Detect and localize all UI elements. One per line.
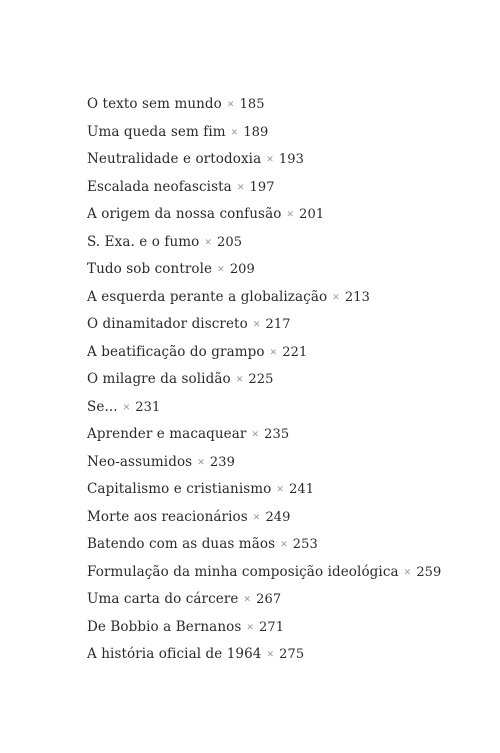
toc-entry <box>87 421 441 449</box>
entry-title: Tudo sob controle <box>87 261 213 277</box>
entry-title: Capitalismo e cristianismo <box>87 481 272 497</box>
entry-title: Formulação da minha composição ideológica <box>87 563 399 580</box>
entry-title: A história oficial de 1964 <box>87 646 262 662</box>
multiplication-x-icon: ✕ <box>204 237 213 248</box>
toc-entry <box>87 504 441 532</box>
page-number: 231 <box>135 399 161 415</box>
toc-entry <box>87 449 441 477</box>
page-number: 193 <box>278 152 305 167</box>
page-number: 235 <box>264 427 290 442</box>
toc-entry <box>87 229 441 257</box>
toc-entry <box>87 476 441 504</box>
page-number: 267 <box>256 592 282 607</box>
multiplication-x-icon: ✕ <box>122 402 131 413</box>
page-number: 185 <box>239 97 265 112</box>
multiplication-x-icon: ✕ <box>243 595 252 605</box>
toc-entry <box>87 256 441 284</box>
toc-entry <box>87 366 441 394</box>
page-number: 217 <box>265 317 291 332</box>
entry-title: A origem da nossa confusão <box>87 206 282 222</box>
multiplication-x-icon: ✕ <box>251 430 260 440</box>
table-of-contents <box>87 91 441 669</box>
multiplication-x-icon: ✕ <box>235 375 244 385</box>
entry-title: Uma carta do cárcere <box>87 591 239 607</box>
entry-title: O texto sem mundo <box>87 96 222 112</box>
page-number: 249 <box>265 509 291 525</box>
page-number: 197 <box>249 179 275 195</box>
toc-entry <box>87 91 441 119</box>
entry-title: Neutralidade e ortodoxia <box>87 151 262 167</box>
page-number: 239 <box>209 454 235 470</box>
entry-title: Aprender e macaquear <box>87 426 247 442</box>
multiplication-x-icon: ✕ <box>280 540 288 550</box>
page-number: 271 <box>259 619 285 635</box>
multiplication-x-icon: ✕ <box>197 457 205 468</box>
entry-title: Morte aos reacionários <box>87 508 248 525</box>
toc-entry <box>87 586 441 614</box>
toc-entry <box>87 146 441 174</box>
multiplication-x-icon: ✕ <box>252 320 261 330</box>
entry-title: A beatificação do grampo <box>87 343 265 360</box>
entry-title: O milagre da solidão <box>87 371 231 387</box>
toc-entry <box>87 119 441 147</box>
page-number: 209 <box>229 262 255 277</box>
multiplication-x-icon: ✕ <box>269 347 278 358</box>
multiplication-x-icon: ✕ <box>217 265 225 275</box>
toc-entry <box>87 311 441 339</box>
page-number: 205 <box>217 234 243 250</box>
page-number: 213 <box>344 289 370 305</box>
page-number: 225 <box>248 372 274 387</box>
multiplication-x-icon: ✕ <box>286 210 295 220</box>
multiplication-x-icon: ✕ <box>226 100 235 110</box>
entry-title: Neo-assumidos <box>87 453 193 470</box>
entry-title: Batendo com as duas mãos <box>87 536 276 552</box>
page-number: 201 <box>299 207 325 222</box>
toc-entry <box>87 531 441 559</box>
page-number: 253 <box>292 537 318 552</box>
multiplication-x-icon: ✕ <box>266 650 275 660</box>
entry-title: Uma queda sem fim <box>87 123 226 140</box>
page-number: 241 <box>289 482 315 497</box>
toc-entry <box>87 284 441 312</box>
toc-entry <box>87 559 441 587</box>
multiplication-x-icon: ✕ <box>236 182 245 193</box>
multiplication-x-icon: ✕ <box>403 567 412 578</box>
toc-entry <box>87 641 441 669</box>
toc-entry <box>87 614 441 642</box>
multiplication-x-icon: ✕ <box>252 512 261 523</box>
toc-entry <box>87 201 441 229</box>
entry-title: Se... <box>87 398 118 415</box>
entry-title: S. Exa. e o fumo <box>87 233 200 250</box>
page-number: 275 <box>279 647 305 662</box>
entry-title: De Bobbio a Bernanos <box>87 618 242 635</box>
toc-entry <box>87 394 441 422</box>
page-number: 221 <box>282 344 308 360</box>
multiplication-x-icon: ✕ <box>276 485 285 495</box>
toc-entry <box>87 339 441 367</box>
entry-title: Escalada neofascista <box>87 178 232 195</box>
entry-title: O dinamitador discreto <box>87 316 248 332</box>
page-number: 259 <box>416 564 442 580</box>
multiplication-x-icon: ✕ <box>266 155 274 165</box>
multiplication-x-icon: ✕ <box>230 127 239 138</box>
entry-title: A esquerda perante a globalização <box>87 288 328 305</box>
page-number: 189 <box>243 124 269 140</box>
multiplication-x-icon: ✕ <box>246 622 255 633</box>
toc-entry <box>87 174 441 202</box>
multiplication-x-icon: ✕ <box>332 292 340 303</box>
